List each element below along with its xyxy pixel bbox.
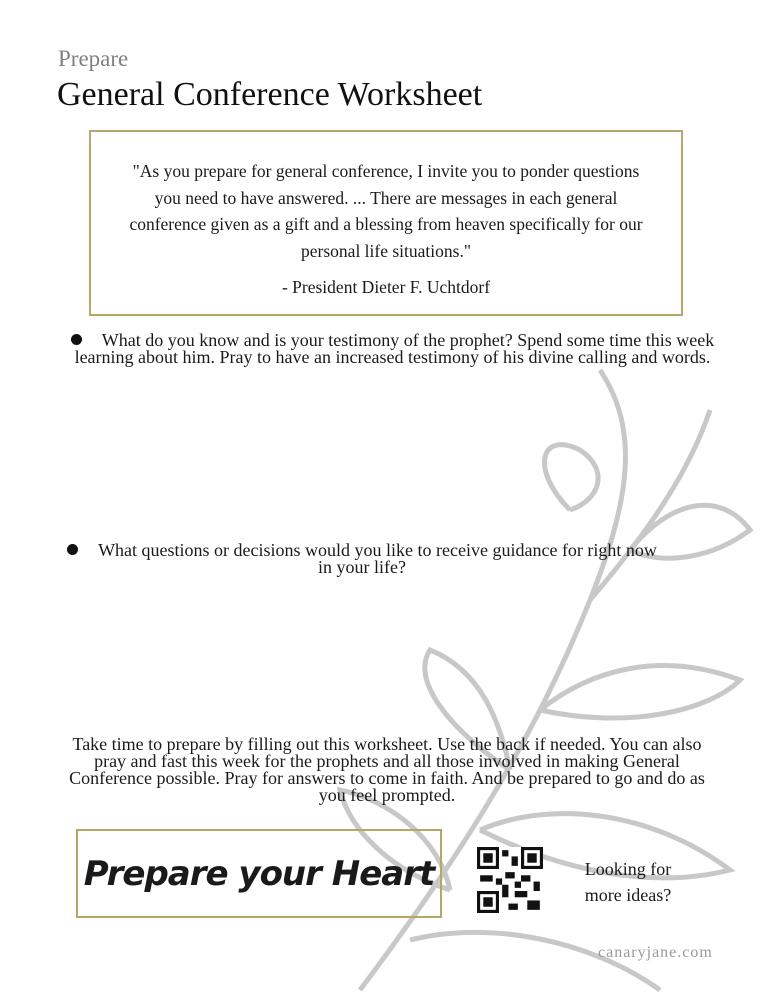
question-text: What questions or decisions would you like to receive guidance for right now in your life? xyxy=(98,540,657,577)
page-title: General Conference Worksheet xyxy=(57,76,483,113)
question-2 xyxy=(62,542,662,576)
question-1 xyxy=(70,332,715,366)
quote-box xyxy=(89,130,683,316)
more-ideas-text: Looking for more ideas? xyxy=(584,859,672,905)
bullet-icon xyxy=(67,544,78,555)
banner-box xyxy=(76,829,442,918)
bullet-icon xyxy=(71,334,82,345)
banner-text: Prepare your Heart xyxy=(83,853,435,894)
question-text: What do you know and is your testimony of the prophet? Spend some time this week learning about him. Pray to have an increased testimony of his divine calling and words. xyxy=(74,330,715,367)
quote-attribution: - President Dieter F. Uchtdorf xyxy=(281,277,491,297)
page-kicker: Prepare xyxy=(58,46,129,71)
quote-text: "As you prepare for general conference, I invite you to ponder questions you need to have answered. ... There are messages in each general conference given as a gift and a blessing from heaven specifically for our personal life situations." xyxy=(129,161,643,261)
site-url[interactable]: canaryjane.com xyxy=(598,944,713,961)
instruction-note: Take time to prepare by filling out this worksheet. Use the back if needed. You can also pray and fast this week for the prophets and all those involved in making General Conference possible. Pray for answers to come in faith. And be prepared to go and do as you feel prompted. xyxy=(69,734,705,805)
qr-code-icon[interactable] xyxy=(477,847,543,913)
